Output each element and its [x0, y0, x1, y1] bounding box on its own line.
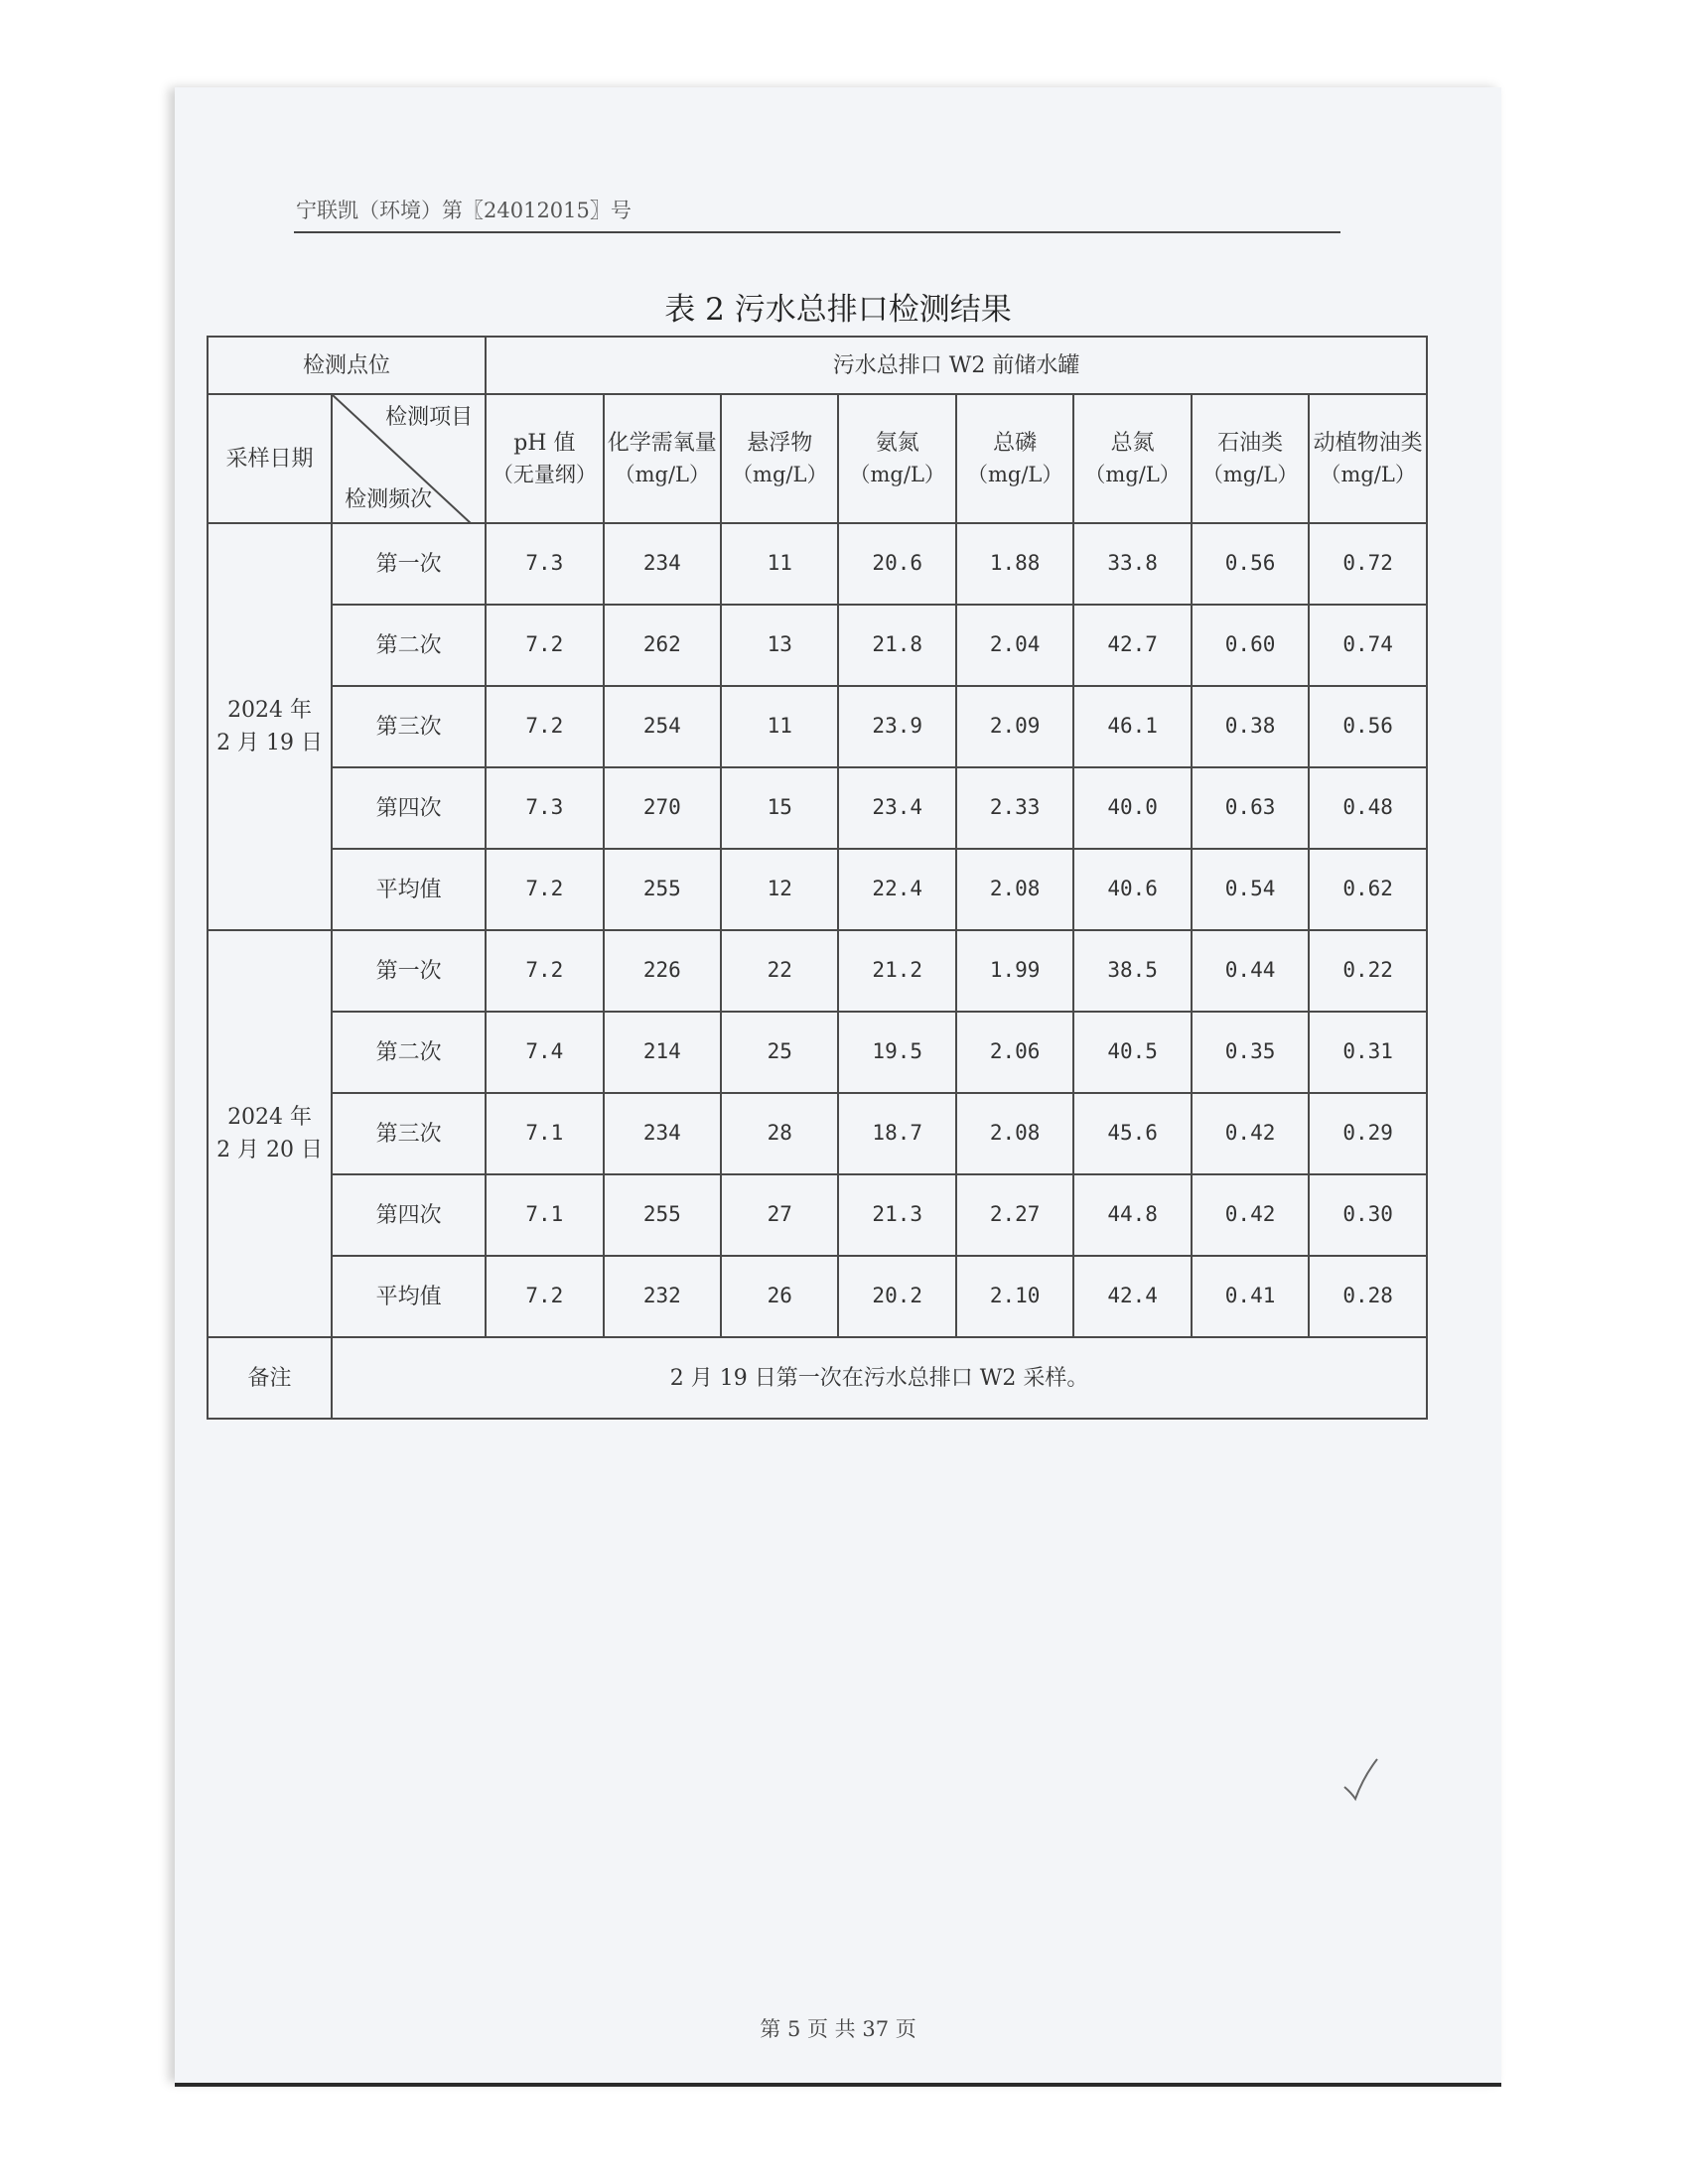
column-unit: （mg/L）: [732, 462, 828, 486]
value-cell: 232: [604, 1256, 721, 1337]
value-cell: 0.31: [1309, 1012, 1427, 1093]
column-unit: （mg/L）: [614, 462, 710, 486]
value-cell: 40.0: [1073, 767, 1191, 849]
value-cell: 42.4: [1073, 1256, 1191, 1337]
value-cell: 0.28: [1309, 1256, 1427, 1337]
value-cell: 0.48: [1309, 767, 1427, 849]
value-cell: 7.2: [486, 1256, 603, 1337]
column-unit: （mg/L）: [1320, 462, 1416, 486]
value-cell: 2.09: [956, 686, 1073, 767]
value-cell: 20.6: [838, 523, 955, 605]
sample-date-label: 采样日期: [208, 394, 332, 523]
column-header-ph: [486, 394, 603, 523]
value-cell: 38.5: [1073, 930, 1191, 1012]
value-cell: 2.04: [956, 605, 1073, 686]
value-cell: 7.3: [486, 523, 603, 605]
value-cell: 25: [721, 1012, 838, 1093]
column-unit: （无量纲）: [492, 462, 597, 486]
value-cell: 7.2: [486, 686, 603, 767]
value-cell: 40.6: [1073, 849, 1191, 930]
value-cell: 7.2: [486, 605, 603, 686]
remark-row: [208, 1337, 1427, 1419]
frequency-cell: 第二次: [332, 1012, 486, 1093]
table-row: [208, 1093, 1427, 1174]
value-cell: 11: [721, 686, 838, 767]
value-cell: 226: [604, 930, 721, 1012]
value-cell: 2.08: [956, 1093, 1073, 1174]
value-cell: 26: [721, 1256, 838, 1337]
value-cell: 0.42: [1192, 1093, 1309, 1174]
value-cell: 0.74: [1309, 605, 1427, 686]
value-cell: 33.8: [1073, 523, 1191, 605]
value-cell: 255: [604, 849, 721, 930]
value-cell: 1.88: [956, 523, 1073, 605]
value-cell: 42.7: [1073, 605, 1191, 686]
value-cell: 0.35: [1192, 1012, 1309, 1093]
table-row: [208, 767, 1427, 849]
value-cell: 7.4: [486, 1012, 603, 1093]
frequency-cell: 平均值: [332, 1256, 486, 1337]
value-cell: 0.60: [1192, 605, 1309, 686]
table-title: 表 2 污水总排口检测结果: [664, 292, 1012, 328]
table-row: [208, 605, 1427, 686]
table-row: [208, 523, 1427, 605]
item-label: 检测项目: [385, 405, 474, 430]
column-unit: （mg/L）: [966, 462, 1063, 486]
table-row: [208, 930, 1427, 1012]
column-header-tp: [956, 394, 1073, 523]
value-cell: 20.2: [838, 1256, 955, 1337]
value-cell: 234: [604, 523, 721, 605]
value-cell: 270: [604, 767, 721, 849]
column-header-ammonia: [838, 394, 955, 523]
document-page: [175, 87, 1501, 2083]
value-cell: 19.5: [838, 1012, 955, 1093]
value-cell: 2.08: [956, 849, 1073, 930]
value-cell: 28: [721, 1093, 838, 1174]
value-cell: 0.62: [1309, 849, 1427, 930]
column-name: 悬浮物: [747, 430, 813, 456]
page-number: 第 5 页 共 37 页: [760, 2017, 916, 2041]
value-cell: 27: [721, 1174, 838, 1256]
value-cell: 22: [721, 930, 838, 1012]
value-cell: 15: [721, 767, 838, 849]
value-cell: 2.27: [956, 1174, 1073, 1256]
value-cell: 2.33: [956, 767, 1073, 849]
header-divider: [294, 231, 1340, 233]
value-cell: 0.44: [1192, 930, 1309, 1012]
sample-date-cell: [208, 930, 332, 1337]
column-header-animal-veg-oil: [1309, 394, 1427, 523]
column-header-petroleum: [1192, 394, 1309, 523]
value-cell: 21.3: [838, 1174, 955, 1256]
frequency-cell: 第一次: [332, 930, 486, 1012]
value-cell: 0.72: [1309, 523, 1427, 605]
value-cell: 21.8: [838, 605, 955, 686]
value-cell: 7.1: [486, 1174, 603, 1256]
sample-date-cell: [208, 523, 332, 930]
column-name: 动植物油类: [1313, 430, 1423, 456]
value-cell: 0.38: [1192, 686, 1309, 767]
value-cell: 46.1: [1073, 686, 1191, 767]
frequency-cell: 第三次: [332, 686, 486, 767]
column-name: 总磷: [993, 430, 1038, 456]
column-header-cod: [604, 394, 721, 523]
value-cell: 0.30: [1309, 1174, 1427, 1256]
table-row: [208, 686, 1427, 767]
frequency-label: 检测频次: [345, 487, 433, 512]
point-value-cell: 污水总排口 W2 前储水罐: [486, 337, 1427, 394]
frequency-cell: 第三次: [332, 1093, 486, 1174]
value-cell: 13: [721, 605, 838, 686]
checkmark-icon: [1341, 1755, 1381, 1805]
remark-label: 备注: [208, 1337, 332, 1419]
value-cell: 0.42: [1192, 1174, 1309, 1256]
value-cell: 0.29: [1309, 1093, 1427, 1174]
value-cell: 23.4: [838, 767, 955, 849]
frequency-cell: 第二次: [332, 605, 486, 686]
table-row: [208, 1174, 1427, 1256]
value-cell: 234: [604, 1093, 721, 1174]
column-name: pH 值: [513, 430, 576, 456]
column-name: 氨氮: [875, 430, 919, 456]
value-cell: 0.56: [1309, 686, 1427, 767]
value-cell: 11: [721, 523, 838, 605]
column-header-ss: [721, 394, 838, 523]
value-cell: 40.5: [1073, 1012, 1191, 1093]
value-cell: 7.3: [486, 767, 603, 849]
value-cell: 0.63: [1192, 767, 1309, 849]
value-cell: 45.6: [1073, 1093, 1191, 1174]
column-unit: （mg/L）: [1084, 462, 1181, 486]
column-name: 化学需氧量: [607, 430, 717, 456]
frequency-cell: 第四次: [332, 767, 486, 849]
column-unit: （mg/L）: [849, 462, 945, 486]
value-cell: 262: [604, 605, 721, 686]
table-row: [208, 1256, 1427, 1337]
value-cell: 214: [604, 1012, 721, 1093]
results-table: [207, 336, 1428, 1420]
value-cell: 7.2: [486, 849, 603, 930]
value-cell: 7.2: [486, 930, 603, 1012]
item-frequency-header: [332, 394, 486, 523]
remark-text: 2 月 19 日第一次在污水总排口 W2 采样。: [332, 1337, 1427, 1419]
frequency-cell: 第四次: [332, 1174, 486, 1256]
sample-date-day: 2 月 19 日: [216, 731, 324, 755]
column-header-tn: [1073, 394, 1191, 523]
document-number: 宁联凯（环境）第〖24012015〗号: [296, 199, 632, 222]
value-cell: 2.10: [956, 1256, 1073, 1337]
frequency-cell: 平均值: [332, 849, 486, 930]
column-unit: （mg/L）: [1201, 462, 1299, 486]
value-cell: 0.41: [1192, 1256, 1309, 1337]
value-cell: 0.22: [1309, 930, 1427, 1012]
value-cell: 2.06: [956, 1012, 1073, 1093]
table-row: [208, 1012, 1427, 1093]
value-cell: 22.4: [838, 849, 955, 930]
value-cell: 7.1: [486, 1093, 603, 1174]
value-cell: 21.2: [838, 930, 955, 1012]
value-cell: 44.8: [1073, 1174, 1191, 1256]
value-cell: 18.7: [838, 1093, 955, 1174]
value-cell: 0.56: [1192, 523, 1309, 605]
value-cell: 254: [604, 686, 721, 767]
value-cell: 0.54: [1192, 849, 1309, 930]
page-edge: [175, 2083, 1501, 2087]
point-label-cell: 检测点位: [208, 337, 486, 394]
table-row: [208, 849, 1427, 930]
frequency-cell: 第一次: [332, 523, 486, 605]
sample-date-year: 2024 年: [227, 1105, 313, 1130]
column-name: 石油类: [1217, 430, 1284, 456]
sample-date-year: 2024 年: [227, 698, 313, 723]
column-name: 总氮: [1110, 430, 1155, 456]
value-cell: 1.99: [956, 930, 1073, 1012]
value-cell: 23.9: [838, 686, 955, 767]
value-cell: 255: [604, 1174, 721, 1256]
value-cell: 12: [721, 849, 838, 930]
sample-date-day: 2 月 20 日: [216, 1138, 324, 1162]
